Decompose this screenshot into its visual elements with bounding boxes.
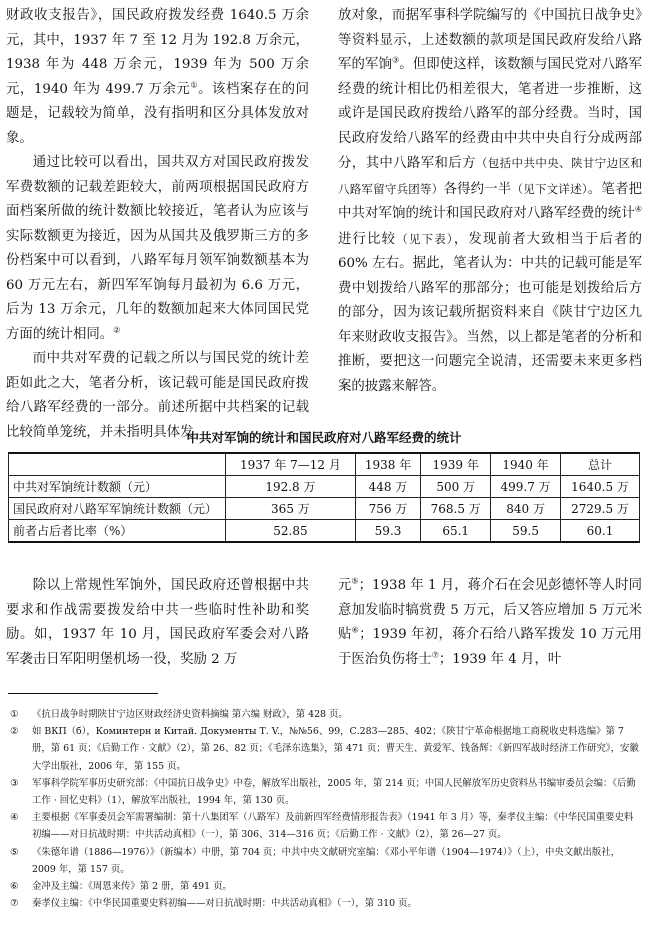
column-header: 1938 年 — [355, 453, 420, 476]
footnote — [8, 723, 640, 775]
left-column — [6, 4, 309, 445]
table-cell: 52.85 — [226, 520, 356, 543]
statistics-table — [8, 452, 640, 543]
table-cell: 756 万 — [355, 498, 420, 520]
table-cell: 448 万 — [355, 476, 420, 498]
row-label: 中共对军饷统计数额（元） — [9, 476, 226, 498]
table-header-row — [9, 453, 640, 476]
footnote — [8, 895, 640, 912]
footnote-mark: ② — [10, 726, 19, 738]
table-cell: 499.7 万 — [491, 476, 561, 498]
footnote-mark: ⑤ — [10, 846, 19, 858]
column-header: 总计 — [561, 453, 640, 476]
paragraph: 元⑤；1938 年 1 月，蒋介石在会见彭德怀等人时同意加发临时犒赏费 5 万元，后又答应增加 5 万元米贴⑥；1939 年初，蒋介石给八路军拨发 10 万元用于医治负伤将士⑦；1939 年 4 月，叶 — [338, 576, 643, 667]
footnote-mark: ⑥ — [10, 881, 19, 893]
right-column — [338, 4, 642, 399]
footnote-text: 主要根据《军事委员会军需署编制：第十八集团军（八路军）及前新四军经费情形报告表》（1941 年 3 月）等，秦孝仪主编：《中华民国重要史料初编——对日抗战时期：中共活动真相》（一），第 306、314—316 页；《后勤工作 · 文献》（2），第 26—27 页。 — [32, 812, 634, 841]
footnote-text: 如 ВКП（б），Коминтерн и Китай. Документы Т. V.，№№56、99，С.283—285、402；《陕甘宁革命根据地工商税收史料选编》第 7 册，第 61 页；《后勤工作 · 文献》（2），第 26、82 页；《毛泽东选集》，第 471 页；曹天生、黄爱军、钱备辉：《新四军战时经济工作研究》，安徽大学出版社，2006 年，第 155 页。 — [32, 726, 639, 772]
footnotes — [8, 706, 640, 912]
footnote-ref[interactable]: ⑤ — [351, 576, 359, 586]
footnote-text: 军事科学院军事历史研究部：《中国抗日战争史》中卷，解放军出版社，2005 年，第 214 页；中国人民解放军历史资料丛书编审委员会编：《后勤工作 · 回忆史料》（1），解放军出版社，1994 年，第 130 页。 — [32, 777, 636, 807]
table-cell: 60.1 — [561, 520, 640, 543]
table-cell: 59.5 — [491, 520, 561, 543]
footnote-ref[interactable]: ⑥ — [351, 625, 360, 635]
paragraph: 财政收支报告》，国民政府拨发经费 1640.5 万余元，其中，1937 年 7 至 12 月为 192.8 万余元，1938 年为 448 万余元，1939 年为 500 万余元，1940 年为 499.7 万余元①。该档案存在的问题是，记载较为简单，没有指明和区分具体发放对象。 — [6, 8, 310, 146]
paragraph: 通过比较可以看出，国共双方对国民政府拨发军费数额的记载差距较大，前两项根据国民政府方面档案所做的统计数额比较接近，笔者认为应该与实际数额更为接近，因为从国共及俄罗斯三方的多份档案中可以看到，八路军每月领军饷数额基本为 60 万元左右，新四军军饷每月最初为 6.6 万元，后为 13 万余元，几年的数额加起来大体同国民党方面的统计相同。② — [6, 155, 309, 342]
footnote-ref[interactable]: ③ — [391, 55, 400, 65]
paragraph: 而中共对军费的记载之所以与国民党的统计差距如此之大，笔者分析，该记载可能是国民政府拨给八路军经费的一部分。前述所据中共档案的记载比较简单笼统，并未指明具体发 — [6, 351, 309, 440]
footnote — [8, 775, 640, 809]
table-corner-cell — [9, 453, 226, 476]
row-label: 前者占后者比率（%） — [9, 520, 226, 543]
table-cell: 500 万 — [421, 476, 491, 498]
lower-right-column — [338, 574, 642, 672]
footnote-mark: ③ — [10, 777, 19, 789]
lower-left-column — [6, 574, 309, 672]
table-cell: 768.5 万 — [421, 498, 491, 520]
footnote-mark: ⑦ — [10, 898, 19, 910]
table-cell: 840 万 — [491, 498, 561, 520]
column-header: 1940 年 — [491, 453, 561, 476]
footnote-text: 《朱德年谱（1886—1976）》（新编本）中册，第 704 页；中共中央文献研究室编：《邓小平年谱（1904—1974）》（上），中央文献出版社，2009 年，第 157 页。 — [32, 846, 620, 875]
table-row — [9, 476, 640, 498]
footnote-text: 秦孝仪主编：《中华民国重要史料初编——对日抗战时期：中共活动真相》（一），第 310 页。 — [32, 898, 417, 910]
footnote-ref[interactable]: ④ — [634, 204, 642, 214]
footnote — [8, 878, 640, 895]
row-label: 国民政府对八路军军饷统计数额（元） — [9, 498, 226, 520]
footnote-ref[interactable]: ⑦ — [431, 650, 439, 660]
table-row — [9, 498, 640, 520]
table-row — [9, 520, 640, 543]
footnote-text: 金冲及主编：《周恩来传》第 2 册，第 491 页。 — [32, 881, 232, 893]
footnote-mark: ④ — [10, 812, 19, 824]
table-cell: 2729.5 万 — [561, 498, 640, 520]
column-header: 1939 年 — [421, 453, 491, 476]
table-cell: 1640.5 万 — [561, 476, 640, 498]
footnote — [8, 706, 640, 723]
table-cell: 365 万 — [226, 498, 356, 520]
footnote-ref[interactable]: ② — [113, 325, 121, 335]
footnote-text: 《抗日战争时期陕甘宁边区财政经济史资料摘编 第六编 财政》，第 428 页。 — [32, 709, 348, 720]
column-header: 1937 年 7—12 月 — [226, 453, 356, 476]
footnote — [8, 844, 640, 878]
table-cell: 59.3 — [355, 520, 420, 543]
paragraph: 除以上常规性军饷外，国民政府还曾根据中共要求和作战需要拨发给中共一些临时性补助和奖励。如，1937 年 10 月，国民政府军委会对八路军袭击日军阳明堡机场一役，奖励 2 万 — [6, 578, 309, 667]
footnote-divider — [8, 693, 158, 694]
footnote-mark: ① — [10, 709, 19, 720]
table-title: 中共对军饷的统计和国民政府对八路军经费的统计 — [186, 430, 462, 445]
footnote — [8, 809, 640, 843]
table-cell: 65.1 — [421, 520, 491, 543]
paragraph: 放对象，而据军事科学院编写的《中国抗日战争史》等资料显示，上述数额的款项是国民政府发给八路军的军饷③。但即使这样，该数额与国民党对八路军经费的统计相比仍相差很大，笔者进一步推断，这或许是国民政府拨给八路军的部分经费。当时，国民政府发给八路军的经费由中共中央自行分成两部分，其中八路军和后方（包括中共中央、陕甘宁边区和八路军留守兵团等）各得约一半（见下文详述）。笔者把中共对军饷的统计和国民政府对八路军经费的统计④进行比较（见下表），发现前者大致相当于后者的 60% 左右。据此，笔者认为：中共的记载可能是军费中划拨给八路军的那部分；也可能是划拨给后方的部分，因为该记载所据资料来自《陕甘宁边区九年来财政收支报告》。当然，以上都是笔者的分析和推断，要把这一问题完全说清，还需要未来更多档案的披露来解答。 — [338, 8, 643, 394]
table-cell: 192.8 万 — [226, 476, 356, 498]
footnote-ref[interactable]: ① — [190, 80, 199, 90]
